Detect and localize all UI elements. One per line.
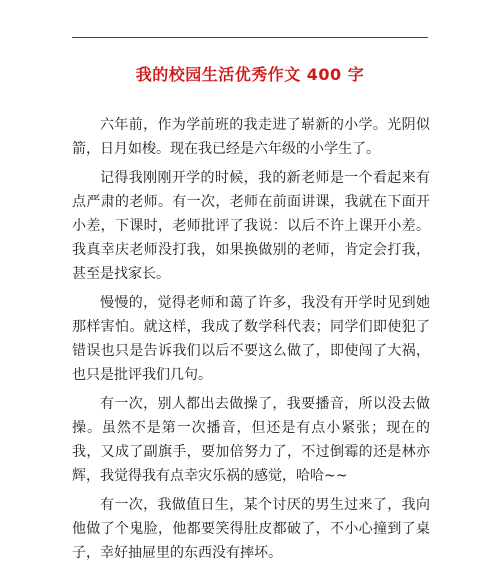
essay-title: 我的校园生活优秀作文 400 字 <box>135 65 365 84</box>
paragraph-3: 慢慢的，觉得老师和蔼了许多，我没有开学时见到她那样害怕。就这样，我成了数学科代表；同学们即使犯了错误也只是告诉我们以后不要这么做了，即使闯了大祸，也只是批评我们几句。 <box>72 295 430 383</box>
paragraph-1: 六年前，作为学前班的我走进了崭新的小学。光阴似箭，日月如梭。现在我已经是六年级的小学生了。 <box>72 117 430 157</box>
paragraph-4: 有一次，别人都出去做操了，我要播音，所以没去做操。虽然不是第一次播音，但还是有点小紧张；现在的我，又成了副旗手，要加倍努力了，不过倒霉的还是林亦辉，我觉得我有点幸灾乐祸的感觉，哈哈~~ <box>72 396 430 484</box>
header-divider <box>72 37 428 38</box>
paragraph-2: 记得我刚刚开学的时候，我的新老师是一个看起来有点严肃的老师。有一次，老师在前面讲课，我就在下面开小差，下课时，老师批评了我说：以后不许上课开小差。我真幸庆老师没打我，如果换做别的老师，肯定会打我，甚至是找家长。 <box>72 170 430 282</box>
essay-body <box>72 113 430 570</box>
paragraph-5: 有一次，我做值日生，某个讨厌的男生过来了，我向他做了个鬼脸，他都要笑得肚皮都破了，不小心撞到了桌子，幸好抽屉里的东西没有摔坏。 <box>72 497 430 561</box>
